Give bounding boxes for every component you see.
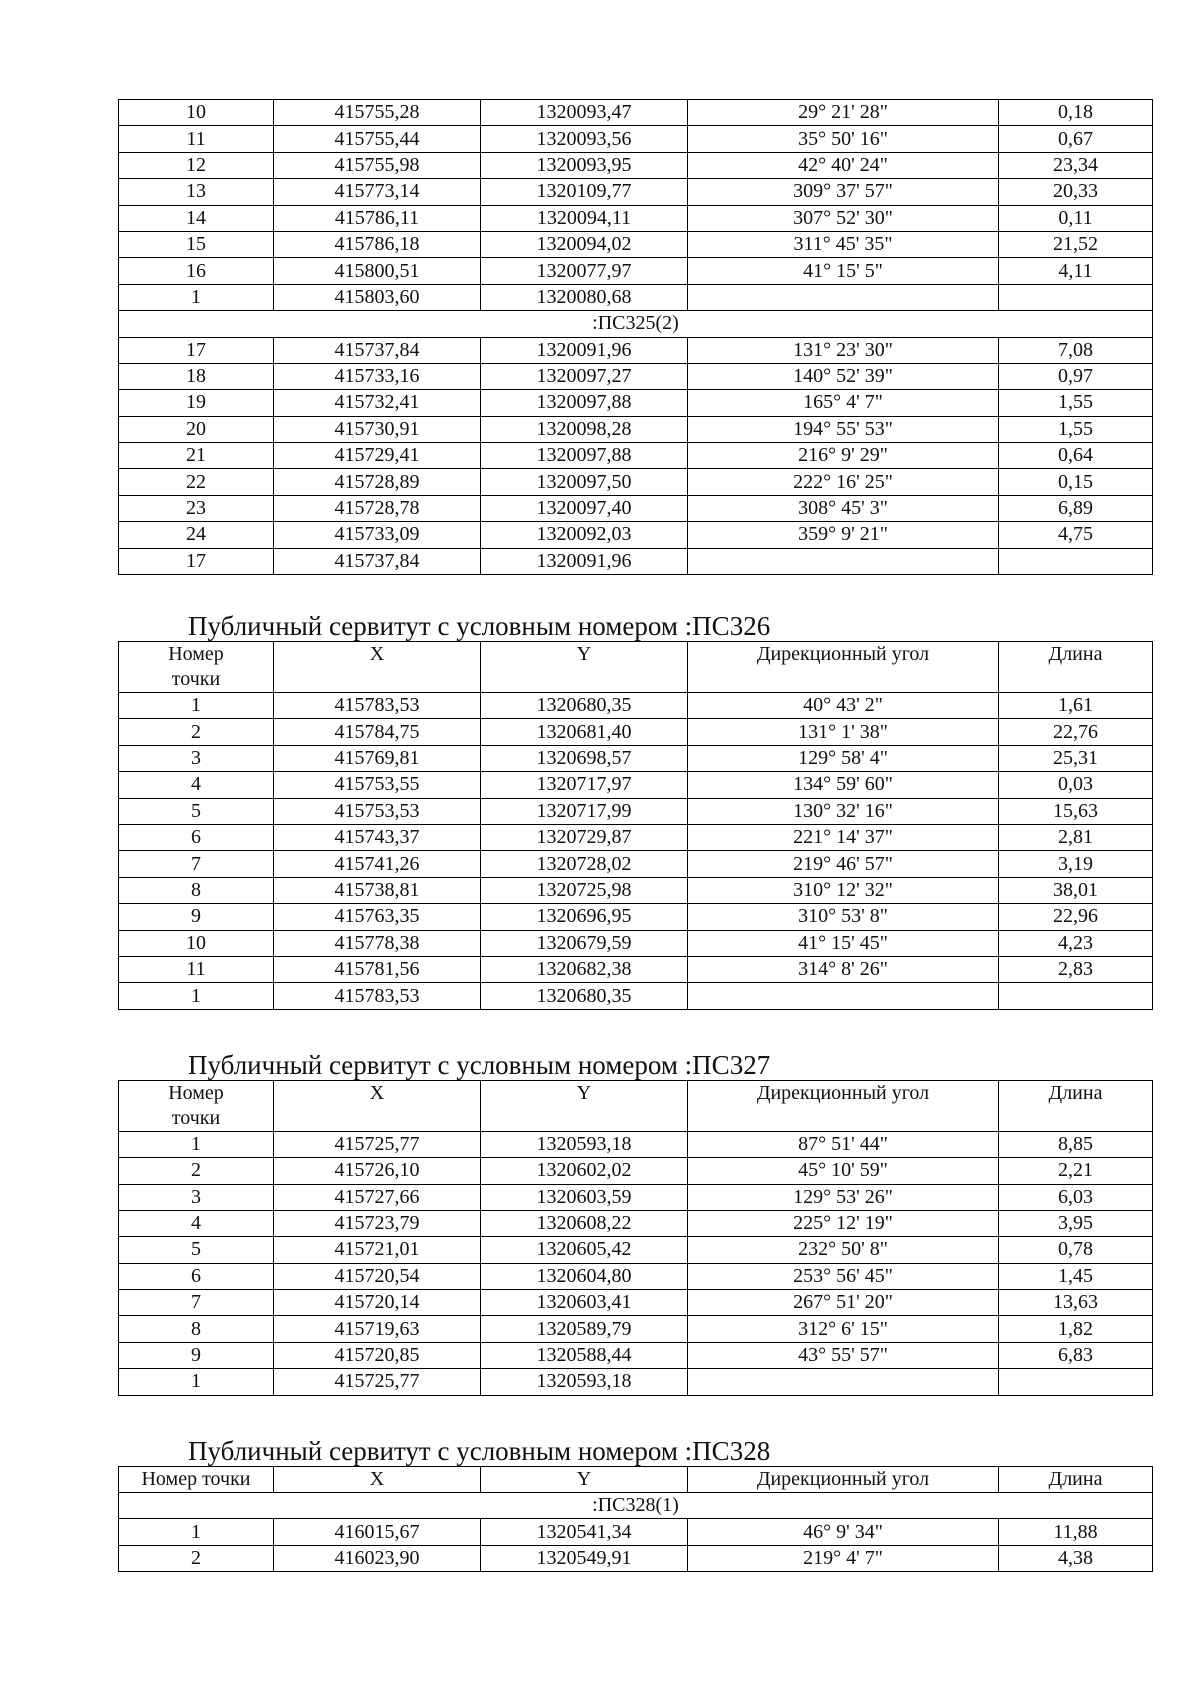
cell-angle: 253° 56' 45" — [688, 1263, 999, 1289]
cell-angle: 359° 9' 21" — [688, 522, 999, 548]
coordinates-table-326 — [118, 641, 1153, 1010]
table-row — [119, 1369, 1153, 1395]
cell-angle: 221° 14' 37" — [688, 824, 999, 850]
cell-length: 1,55 — [999, 390, 1153, 416]
cell-length: 22,96 — [999, 904, 1153, 930]
cell-length: 0,18 — [999, 100, 1153, 126]
cell-length: 1,45 — [999, 1263, 1153, 1289]
cell-x: 415784,75 — [274, 719, 481, 745]
cell-x: 415726,10 — [274, 1158, 481, 1184]
cell-point-number: 22 — [119, 469, 274, 495]
cell-angle: 131° 1' 38" — [688, 719, 999, 745]
cell-angle: 134° 59' 60" — [688, 772, 999, 798]
table-row — [119, 443, 1153, 469]
table-header-row — [119, 642, 1153, 693]
table-row — [119, 126, 1153, 152]
cell-angle: 35° 50' 16" — [688, 126, 999, 152]
cell-point-number: 2 — [119, 719, 274, 745]
table-row — [119, 258, 1153, 284]
cell-angle: 222° 16' 25" — [688, 469, 999, 495]
table-row — [119, 284, 1153, 310]
cell-point-number: 1 — [119, 284, 274, 310]
table-row — [119, 1519, 1153, 1545]
table-row — [119, 100, 1153, 126]
cell-angle: 219° 46' 57" — [688, 851, 999, 877]
table-row — [119, 495, 1153, 521]
table-header-row — [119, 1466, 1153, 1492]
cell-length: 6,83 — [999, 1342, 1153, 1368]
table-row — [119, 693, 1153, 719]
cell-point-number: 24 — [119, 522, 274, 548]
table-row — [119, 469, 1153, 495]
table-body-328 — [119, 1519, 1153, 1572]
cell-length: 2,81 — [999, 824, 1153, 850]
cell-y: 1320093,47 — [481, 100, 688, 126]
header-point-number: Номер точки — [119, 642, 274, 693]
table-body-327 — [119, 1131, 1153, 1395]
cell-x: 415738,81 — [274, 877, 481, 903]
cell-angle: 131° 23' 30" — [688, 337, 999, 363]
cell-y: 1320593,18 — [481, 1369, 688, 1395]
cell-angle: 314° 8' 26" — [688, 956, 999, 982]
header-y: Y — [481, 642, 688, 693]
cell-angle: 29° 21' 28" — [688, 100, 999, 126]
cell-y: 1320541,34 — [481, 1519, 688, 1545]
cell-y: 1320097,88 — [481, 390, 688, 416]
cell-y: 1320608,22 — [481, 1210, 688, 1236]
cell-length: 20,33 — [999, 179, 1153, 205]
cell-y: 1320549,91 — [481, 1545, 688, 1571]
cell-length: 38,01 — [999, 877, 1153, 903]
cell-angle: 40° 43' 2" — [688, 693, 999, 719]
subheader-row-328-1 — [119, 1493, 1153, 1519]
cell-y: 1320679,59 — [481, 930, 688, 956]
table-row — [119, 416, 1153, 442]
cell-point-number: 4 — [119, 1210, 274, 1236]
cell-x: 415763,35 — [274, 904, 481, 930]
cell-angle: 43° 55' 57" — [688, 1342, 999, 1368]
section-title-326: Публичный сервитут с условным номером :ПС326 — [188, 611, 771, 642]
cell-point-number: 3 — [119, 1184, 274, 1210]
cell-point-number: 9 — [119, 904, 274, 930]
cell-x: 415727,66 — [274, 1184, 481, 1210]
cell-y: 1320717,97 — [481, 772, 688, 798]
cell-y: 1320729,87 — [481, 824, 688, 850]
cell-length: 23,34 — [999, 152, 1153, 178]
cell-point-number: 7 — [119, 851, 274, 877]
cell-x: 415721,01 — [274, 1237, 481, 1263]
header-length: Длина — [999, 1466, 1153, 1492]
cell-x: 415753,55 — [274, 772, 481, 798]
cell-y: 1320091,96 — [481, 548, 688, 574]
table-row — [119, 337, 1153, 363]
cell-length: 0,67 — [999, 126, 1153, 152]
section-title-327: Публичный сервитут с условным номером :ПС327 — [188, 1049, 771, 1080]
cell-angle: 308° 45' 3" — [688, 495, 999, 521]
cell-angle: 216° 9' 29" — [688, 443, 999, 469]
cell-angle: 232° 50' 8" — [688, 1237, 999, 1263]
table-body-325-1 — [119, 100, 1153, 311]
cell-x: 415743,37 — [274, 824, 481, 850]
header-angle: Дирекционный угол — [688, 642, 999, 693]
cell-x: 416015,67 — [274, 1519, 481, 1545]
cell-y: 1320091,96 — [481, 337, 688, 363]
cell-y: 1320680,35 — [481, 983, 688, 1009]
cell-length: 15,63 — [999, 798, 1153, 824]
cell-x: 415781,56 — [274, 956, 481, 982]
cell-length: 1,55 — [999, 416, 1153, 442]
subheader-cell: :ПС328(1) — [119, 1493, 1153, 1519]
cell-angle: 310° 53' 8" — [688, 904, 999, 930]
cell-y: 1320097,40 — [481, 495, 688, 521]
table-row — [119, 904, 1153, 930]
cell-length: 4,11 — [999, 258, 1153, 284]
cell-point-number: 17 — [119, 548, 274, 574]
table-row — [119, 1210, 1153, 1236]
cell-length: 2,83 — [999, 956, 1153, 982]
header-x: X — [274, 642, 481, 693]
cell-x: 415755,98 — [274, 152, 481, 178]
cell-y: 1320605,42 — [481, 1237, 688, 1263]
cell-x: 415733,09 — [274, 522, 481, 548]
cell-x: 415803,60 — [274, 284, 481, 310]
cell-y: 1320696,95 — [481, 904, 688, 930]
cell-point-number: 9 — [119, 1342, 274, 1368]
cell-angle: 311° 45' 35" — [688, 231, 999, 257]
coordinates-table-325 — [118, 99, 1153, 575]
cell-point-number: 15 — [119, 231, 274, 257]
header-x: X — [274, 1466, 481, 1492]
cell-angle: 165° 4' 7" — [688, 390, 999, 416]
cell-point-number: 10 — [119, 930, 274, 956]
cell-length: 0,97 — [999, 363, 1153, 389]
document-page — [118, 99, 1152, 1572]
table-header-row — [119, 1080, 1153, 1131]
cell-length: 0,78 — [999, 1237, 1153, 1263]
cell-angle: 219° 4' 7" — [688, 1545, 999, 1571]
cell-point-number: 12 — [119, 152, 274, 178]
cell-angle: 140° 52' 39" — [688, 363, 999, 389]
cell-x: 415741,26 — [274, 851, 481, 877]
cell-length: 0,03 — [999, 772, 1153, 798]
cell-x: 415725,77 — [274, 1369, 481, 1395]
cell-x: 415773,14 — [274, 179, 481, 205]
table-row — [119, 179, 1153, 205]
table-row — [119, 1131, 1153, 1157]
cell-point-number: 19 — [119, 390, 274, 416]
cell-y: 1320077,97 — [481, 258, 688, 284]
cell-point-number: 1 — [119, 1519, 274, 1545]
cell-length: 0,64 — [999, 443, 1153, 469]
table-row — [119, 1184, 1153, 1210]
table-row — [119, 548, 1153, 574]
cell-angle: 194° 55' 53" — [688, 416, 999, 442]
cell-length: 1,82 — [999, 1316, 1153, 1342]
cell-length: 8,85 — [999, 1131, 1153, 1157]
cell-x: 415732,41 — [274, 390, 481, 416]
cell-point-number: 8 — [119, 1316, 274, 1342]
cell-y: 1320093,56 — [481, 126, 688, 152]
cell-point-number: 21 — [119, 443, 274, 469]
cell-length: 22,76 — [999, 719, 1153, 745]
cell-length: 6,89 — [999, 495, 1153, 521]
table-row — [119, 824, 1153, 850]
cell-x: 415786,11 — [274, 205, 481, 231]
cell-angle: 129° 53' 26" — [688, 1184, 999, 1210]
cell-angle: 41° 15' 45" — [688, 930, 999, 956]
cell-length — [999, 548, 1153, 574]
cell-y: 1320097,50 — [481, 469, 688, 495]
cell-angle: 42° 40' 24" — [688, 152, 999, 178]
cell-x: 415725,77 — [274, 1131, 481, 1157]
table-row — [119, 1237, 1153, 1263]
cell-y: 1320109,77 — [481, 179, 688, 205]
cell-length: 7,08 — [999, 337, 1153, 363]
cell-point-number: 23 — [119, 495, 274, 521]
cell-x: 415728,78 — [274, 495, 481, 521]
cell-point-number: 11 — [119, 126, 274, 152]
cell-angle: 130° 32' 16" — [688, 798, 999, 824]
cell-point-number: 5 — [119, 798, 274, 824]
cell-point-number: 1 — [119, 693, 274, 719]
cell-angle: 41° 15' 5" — [688, 258, 999, 284]
cell-x: 415769,81 — [274, 745, 481, 771]
table-row — [119, 231, 1153, 257]
table-row — [119, 1290, 1153, 1316]
cell-point-number: 10 — [119, 100, 274, 126]
cell-length — [999, 983, 1153, 1009]
cell-y: 1320604,80 — [481, 1263, 688, 1289]
coordinates-table-327 — [118, 1080, 1153, 1396]
cell-x: 415737,84 — [274, 548, 481, 574]
table-row — [119, 205, 1153, 231]
cell-angle: 225° 12' 19" — [688, 1210, 999, 1236]
cell-angle: 312° 6' 15" — [688, 1316, 999, 1342]
cell-point-number: 17 — [119, 337, 274, 363]
cell-length: 3,19 — [999, 851, 1153, 877]
cell-x: 415783,53 — [274, 983, 481, 1009]
table-row — [119, 1545, 1153, 1571]
cell-point-number: 1 — [119, 1131, 274, 1157]
cell-y: 1320094,11 — [481, 205, 688, 231]
cell-angle — [688, 548, 999, 574]
cell-x: 415755,44 — [274, 126, 481, 152]
table-row — [119, 745, 1153, 771]
header-x: X — [274, 1080, 481, 1131]
subheader-cell: :ПС325(2) — [119, 311, 1153, 337]
cell-y: 1320588,44 — [481, 1342, 688, 1368]
cell-y: 1320681,40 — [481, 719, 688, 745]
table-row — [119, 877, 1153, 903]
cell-y: 1320725,98 — [481, 877, 688, 903]
cell-point-number: 3 — [119, 745, 274, 771]
cell-point-number: 20 — [119, 416, 274, 442]
cell-y: 1320098,28 — [481, 416, 688, 442]
cell-x: 415720,14 — [274, 1290, 481, 1316]
cell-length: 0,15 — [999, 469, 1153, 495]
cell-y: 1320603,41 — [481, 1290, 688, 1316]
cell-point-number: 1 — [119, 1369, 274, 1395]
cell-y: 1320080,68 — [481, 284, 688, 310]
cell-x: 415783,53 — [274, 693, 481, 719]
cell-point-number: 5 — [119, 1237, 274, 1263]
cell-length — [999, 284, 1153, 310]
table-row — [119, 363, 1153, 389]
cell-angle: 267° 51' 20" — [688, 1290, 999, 1316]
cell-x: 415778,38 — [274, 930, 481, 956]
cell-x: 415730,91 — [274, 416, 481, 442]
table-row — [119, 1316, 1153, 1342]
section-title-328: Публичный сервитут с условным номером :ПС328 — [188, 1435, 771, 1466]
cell-length — [999, 1369, 1153, 1395]
cell-x: 415786,18 — [274, 231, 481, 257]
table-row — [119, 983, 1153, 1009]
table-row — [119, 522, 1153, 548]
cell-point-number: 6 — [119, 1263, 274, 1289]
header-length: Длина — [999, 1080, 1153, 1131]
cell-x: 415719,63 — [274, 1316, 481, 1342]
cell-point-number: 2 — [119, 1545, 274, 1571]
table-body-325-2 — [119, 337, 1153, 575]
table-row — [119, 1263, 1153, 1289]
table-body-326 — [119, 693, 1153, 1010]
cell-point-number: 18 — [119, 363, 274, 389]
cell-angle: 307° 52' 30" — [688, 205, 999, 231]
cell-angle — [688, 284, 999, 310]
cell-y: 1320589,79 — [481, 1316, 688, 1342]
cell-angle: 129° 58' 4" — [688, 745, 999, 771]
cell-y: 1320728,02 — [481, 851, 688, 877]
header-angle: Дирекционный угол — [688, 1080, 999, 1131]
cell-point-number: 6 — [119, 824, 274, 850]
cell-y: 1320097,88 — [481, 443, 688, 469]
table-row — [119, 152, 1153, 178]
table-row — [119, 772, 1153, 798]
header-point-number: Номер точки — [119, 1080, 274, 1131]
cell-y: 1320094,02 — [481, 231, 688, 257]
table-row — [119, 390, 1153, 416]
cell-length: 0,11 — [999, 205, 1153, 231]
cell-length: 4,23 — [999, 930, 1153, 956]
cell-length: 4,38 — [999, 1545, 1153, 1571]
cell-y: 1320603,59 — [481, 1184, 688, 1210]
cell-angle: 87° 51' 44" — [688, 1131, 999, 1157]
cell-y: 1320602,02 — [481, 1158, 688, 1184]
cell-point-number: 2 — [119, 1158, 274, 1184]
cell-point-number: 7 — [119, 1290, 274, 1316]
cell-y: 1320717,99 — [481, 798, 688, 824]
cell-length: 4,75 — [999, 522, 1153, 548]
cell-length: 3,95 — [999, 1210, 1153, 1236]
cell-point-number: 4 — [119, 772, 274, 798]
cell-x: 415728,89 — [274, 469, 481, 495]
header-y: Y — [481, 1080, 688, 1131]
cell-length: 6,03 — [999, 1184, 1153, 1210]
cell-x: 415737,84 — [274, 337, 481, 363]
header-angle: Дирекционный угол — [688, 1466, 999, 1492]
table-row — [119, 930, 1153, 956]
cell-point-number: 14 — [119, 205, 274, 231]
cell-angle: 45° 10' 59" — [688, 1158, 999, 1184]
cell-length: 21,52 — [999, 231, 1153, 257]
cell-point-number: 11 — [119, 956, 274, 982]
cell-length: 25,31 — [999, 745, 1153, 771]
cell-length: 11,88 — [999, 1519, 1153, 1545]
cell-point-number: 8 — [119, 877, 274, 903]
cell-y: 1320682,38 — [481, 956, 688, 982]
subheader-row-325-2 — [119, 311, 1153, 337]
cell-length: 1,61 — [999, 693, 1153, 719]
table-row — [119, 719, 1153, 745]
cell-y: 1320097,27 — [481, 363, 688, 389]
header-y: Y — [481, 1466, 688, 1492]
table-row — [119, 851, 1153, 877]
cell-angle — [688, 1369, 999, 1395]
cell-angle: 309° 37' 57" — [688, 179, 999, 205]
cell-point-number: 1 — [119, 983, 274, 1009]
cell-angle: 46° 9' 34" — [688, 1519, 999, 1545]
cell-length: 13,63 — [999, 1290, 1153, 1316]
cell-x: 416023,90 — [274, 1545, 481, 1571]
cell-x: 415755,28 — [274, 100, 481, 126]
cell-point-number: 13 — [119, 179, 274, 205]
cell-length: 2,21 — [999, 1158, 1153, 1184]
cell-angle — [688, 983, 999, 1009]
cell-y: 1320093,95 — [481, 152, 688, 178]
cell-y: 1320680,35 — [481, 693, 688, 719]
table-row — [119, 956, 1153, 982]
cell-x: 415723,79 — [274, 1210, 481, 1236]
cell-y: 1320092,03 — [481, 522, 688, 548]
header-length: Длина — [999, 642, 1153, 693]
cell-point-number: 16 — [119, 258, 274, 284]
header-point-number: Номер точки — [119, 1466, 274, 1492]
cell-x: 415800,51 — [274, 258, 481, 284]
table-row — [119, 1158, 1153, 1184]
table-row — [119, 798, 1153, 824]
cell-y: 1320593,18 — [481, 1131, 688, 1157]
cell-x: 415753,53 — [274, 798, 481, 824]
cell-angle: 310° 12' 32" — [688, 877, 999, 903]
cell-x: 415729,41 — [274, 443, 481, 469]
cell-x: 415733,16 — [274, 363, 481, 389]
cell-x: 415720,54 — [274, 1263, 481, 1289]
table-row — [119, 1342, 1153, 1368]
cell-x: 415720,85 — [274, 1342, 481, 1368]
coordinates-table-328 — [118, 1466, 1153, 1573]
cell-y: 1320698,57 — [481, 745, 688, 771]
